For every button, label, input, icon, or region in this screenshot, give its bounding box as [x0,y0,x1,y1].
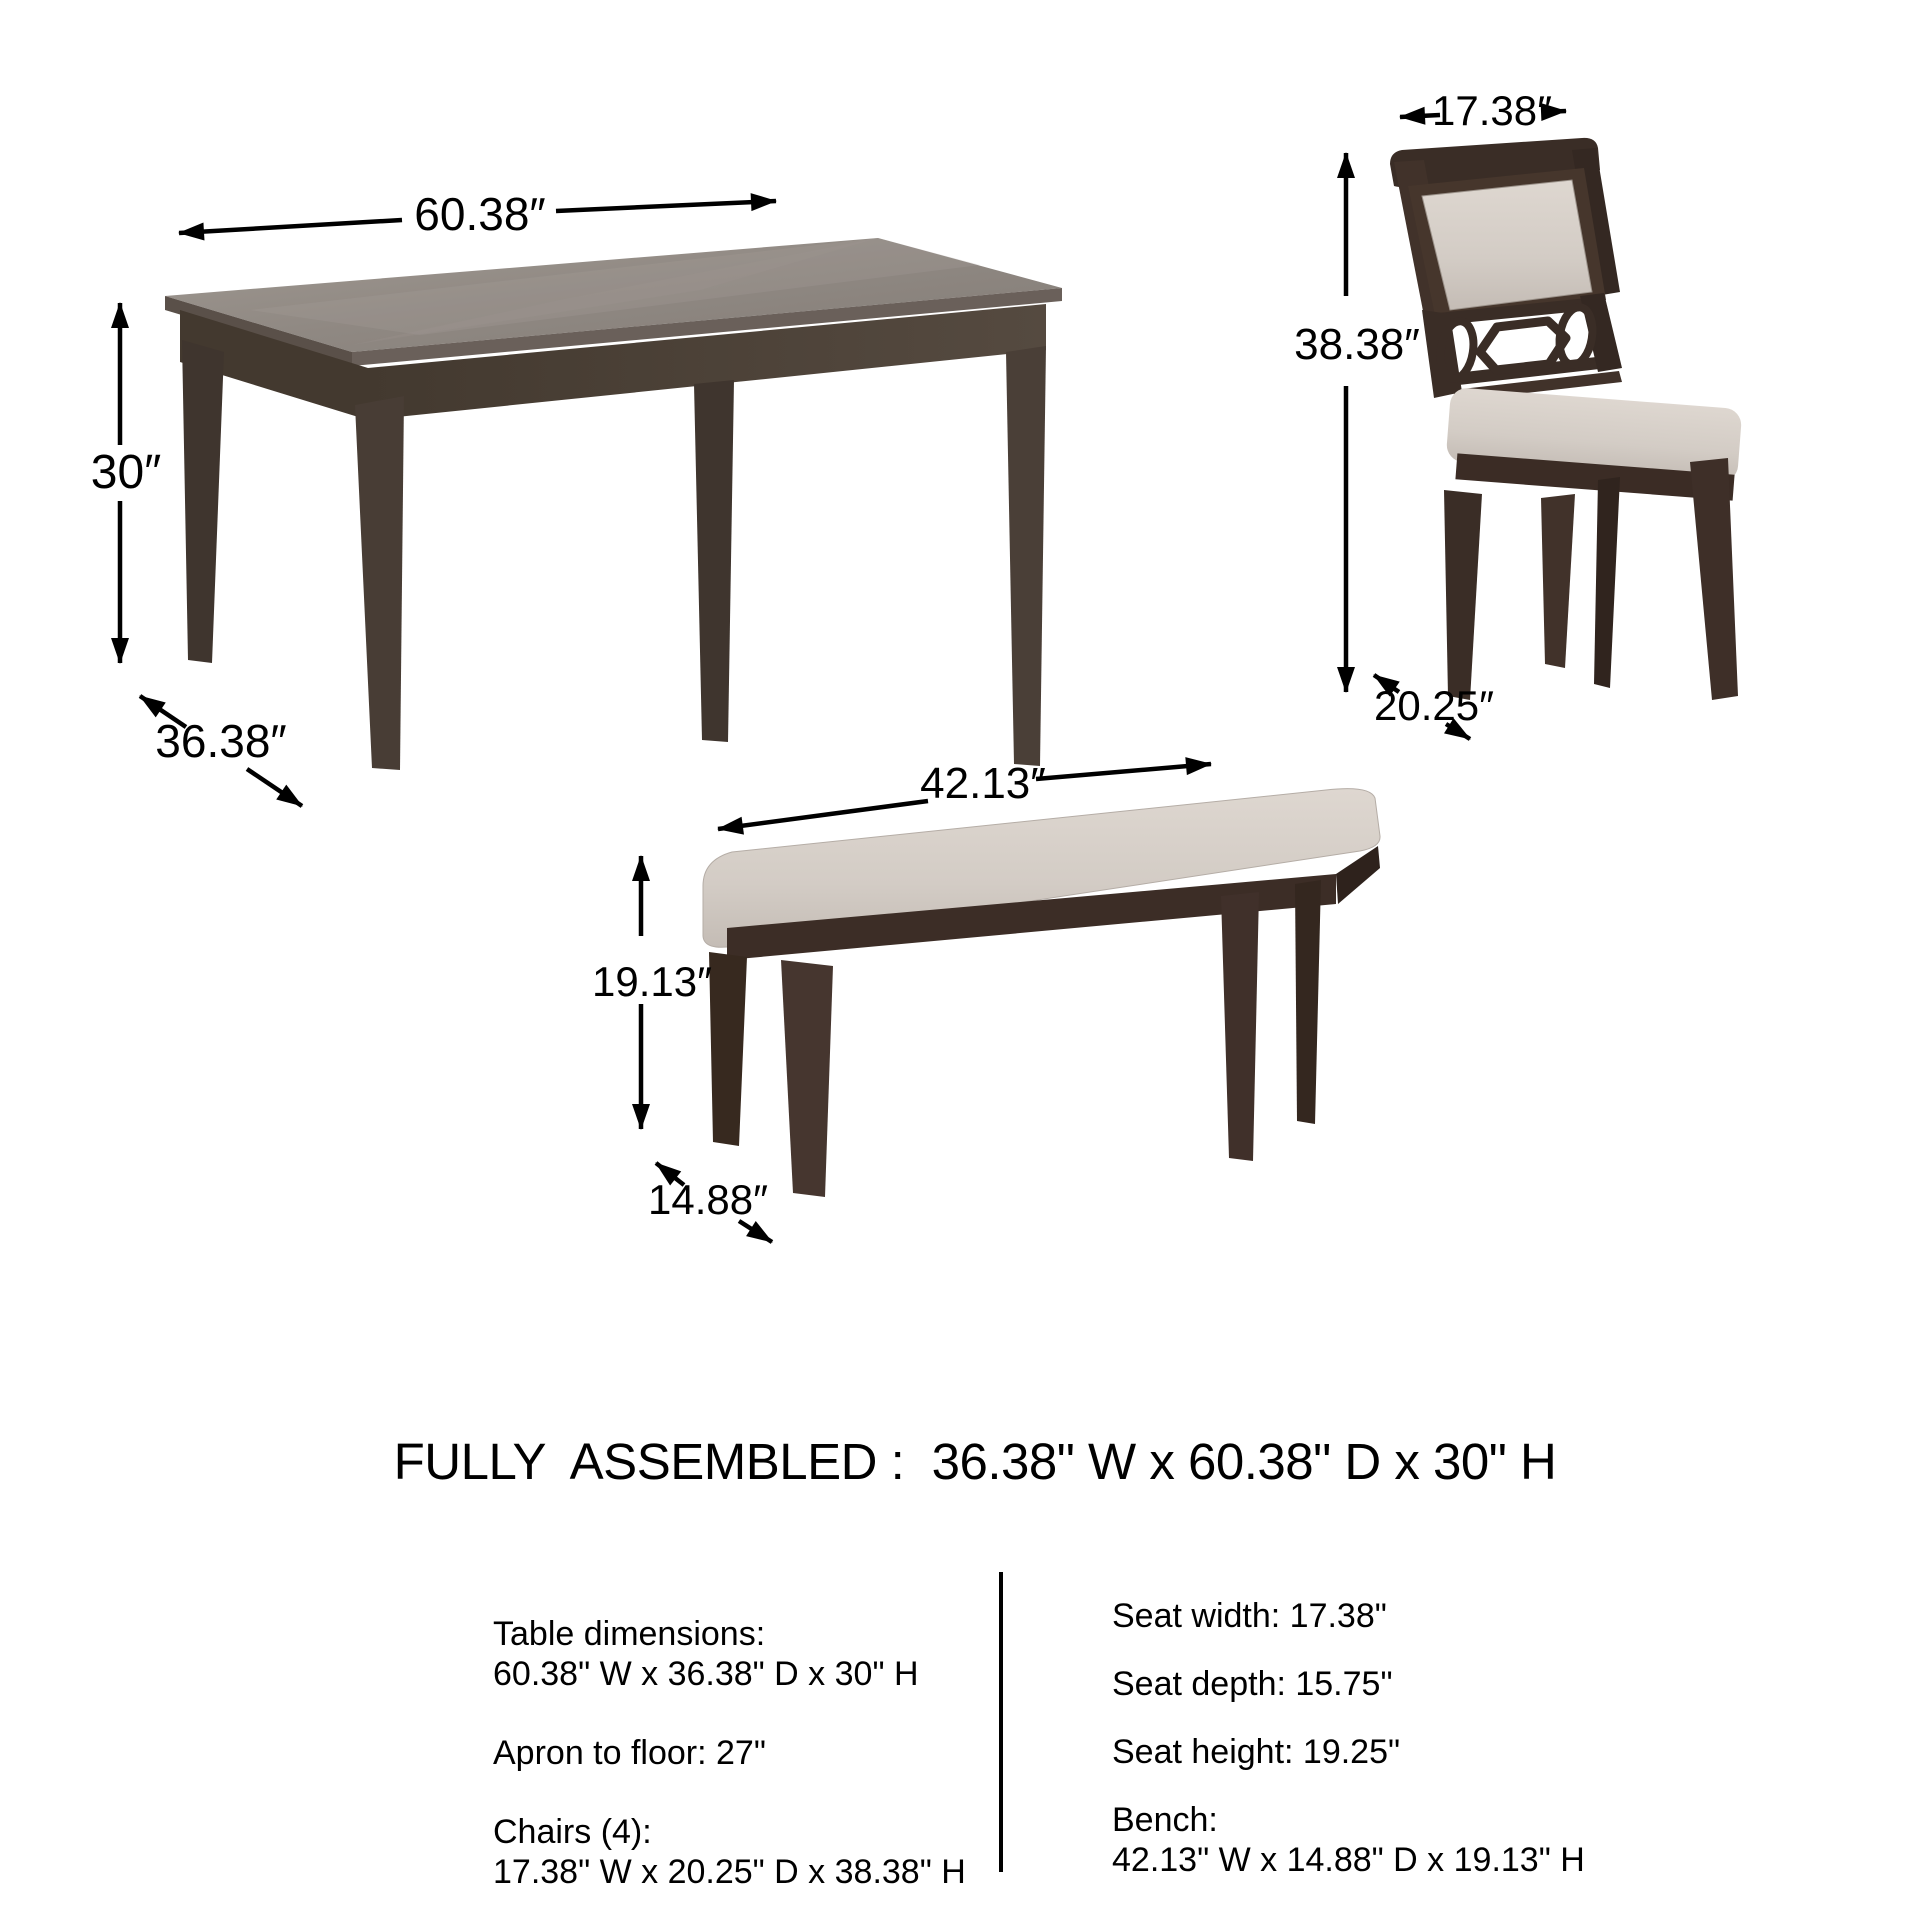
spec-line: Seat depth: 15.75" [1112,1665,1393,1703]
bench-height-label: 19.13″ [592,958,712,1005]
table-depth-label: 36.38″ [155,715,287,767]
spec-line: Seat height: 19.25" [1112,1733,1401,1771]
fully-assembled-text: FULLY ASSEMBLED : 36.38" W x 60.38" D x 30" H [393,1433,1557,1490]
spec-bench [1112,1800,1585,1880]
chair-illustration [1390,138,1742,700]
chair-width-label: 17.38″ [1432,87,1552,134]
table-height-label: 30″ [90,446,162,499]
spec-line: Apron to floor: 27" [493,1734,766,1772]
specs-left-column [493,1614,966,1921]
spec-apron-to-floor [493,1733,966,1773]
spec-seat-width [1112,1596,1585,1636]
spec-table-dimensions [493,1614,966,1694]
specs-divider [999,1572,1003,1872]
bench-depth-label: 14.88″ [648,1176,768,1223]
bench-illustration [703,789,1380,1197]
spec-line: Seat width: 17.38" [1112,1597,1387,1635]
spec-line: 60.38" W x 36.38" D x 30" H [493,1655,919,1693]
spec-chairs [493,1812,966,1892]
spec-line: 17.38" W x 20.25" D x 38.38" H [493,1853,966,1891]
table-width-label: 60.38″ [414,188,546,240]
bench-width-label: 42.13″ [920,759,1046,808]
specs-right-column [1112,1596,1585,1908]
table-illustration [165,238,1062,770]
spec-line: Table dimensions: [493,1615,766,1653]
chair-depth-label: 20.25″ [1374,682,1494,729]
spec-line: 42.13" W x 14.88" D x 19.13" H [1112,1841,1585,1879]
spec-line: Chairs (4): [493,1813,652,1851]
spec-seat-depth [1112,1664,1585,1704]
spec-seat-height [1112,1732,1585,1772]
spec-line: Bench: [1112,1801,1218,1839]
chair-height-label: 38.38″ [1294,320,1420,369]
